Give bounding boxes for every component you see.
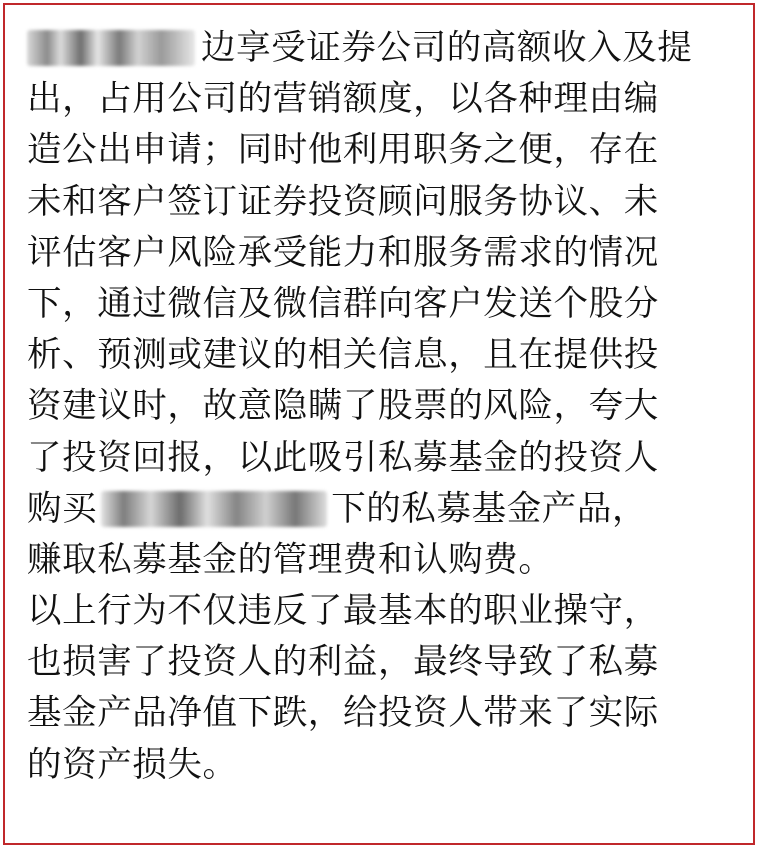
text-line: 的资产损失。 bbox=[27, 744, 238, 785]
text-line: 未和客户签订证券投资顾问服务协议、未 bbox=[27, 181, 659, 222]
text-fragment: 购买 bbox=[27, 488, 98, 529]
text-line: 评估客户风险承受能力和服务需求的情况 bbox=[27, 232, 659, 273]
document-frame bbox=[3, 3, 755, 845]
text-line: 资建议时，故意隐瞒了股票的风险，夸大 bbox=[27, 386, 659, 427]
text-line: 以上行为不仅违反了最基本的职业操守， bbox=[27, 591, 659, 632]
text-line: 赚取私募基金的管理费和认购费。 bbox=[27, 539, 554, 580]
text-line: 基金产品净值下跌，给投资人带来了实际 bbox=[27, 693, 659, 734]
text-line: 造公出申请；同时他利用职务之便，存在 bbox=[27, 130, 659, 171]
text-line bbox=[27, 484, 751, 535]
text-line bbox=[27, 23, 751, 74]
redacted-name bbox=[27, 30, 195, 66]
text-fragment: 下的私募基金产品， bbox=[331, 488, 648, 529]
text-line: 下，通过微信及微信群向客户发送个股分 bbox=[27, 283, 659, 324]
text-line: 析、预测或建议的相关信息，且在提供投 bbox=[27, 335, 659, 376]
text-fragment: 边享受证券公司的高额收入及提 bbox=[201, 28, 693, 68]
text-line: 出，占用公司的营销额度，以各种理由编 bbox=[27, 79, 659, 120]
redacted-firm-name bbox=[101, 491, 327, 527]
text-line: 也损害了投资人的利益，最终导致了私募 bbox=[27, 642, 659, 683]
text-line: 了投资回报，以此吸引私募基金的投资人 bbox=[27, 437, 659, 478]
document-text bbox=[27, 23, 751, 791]
